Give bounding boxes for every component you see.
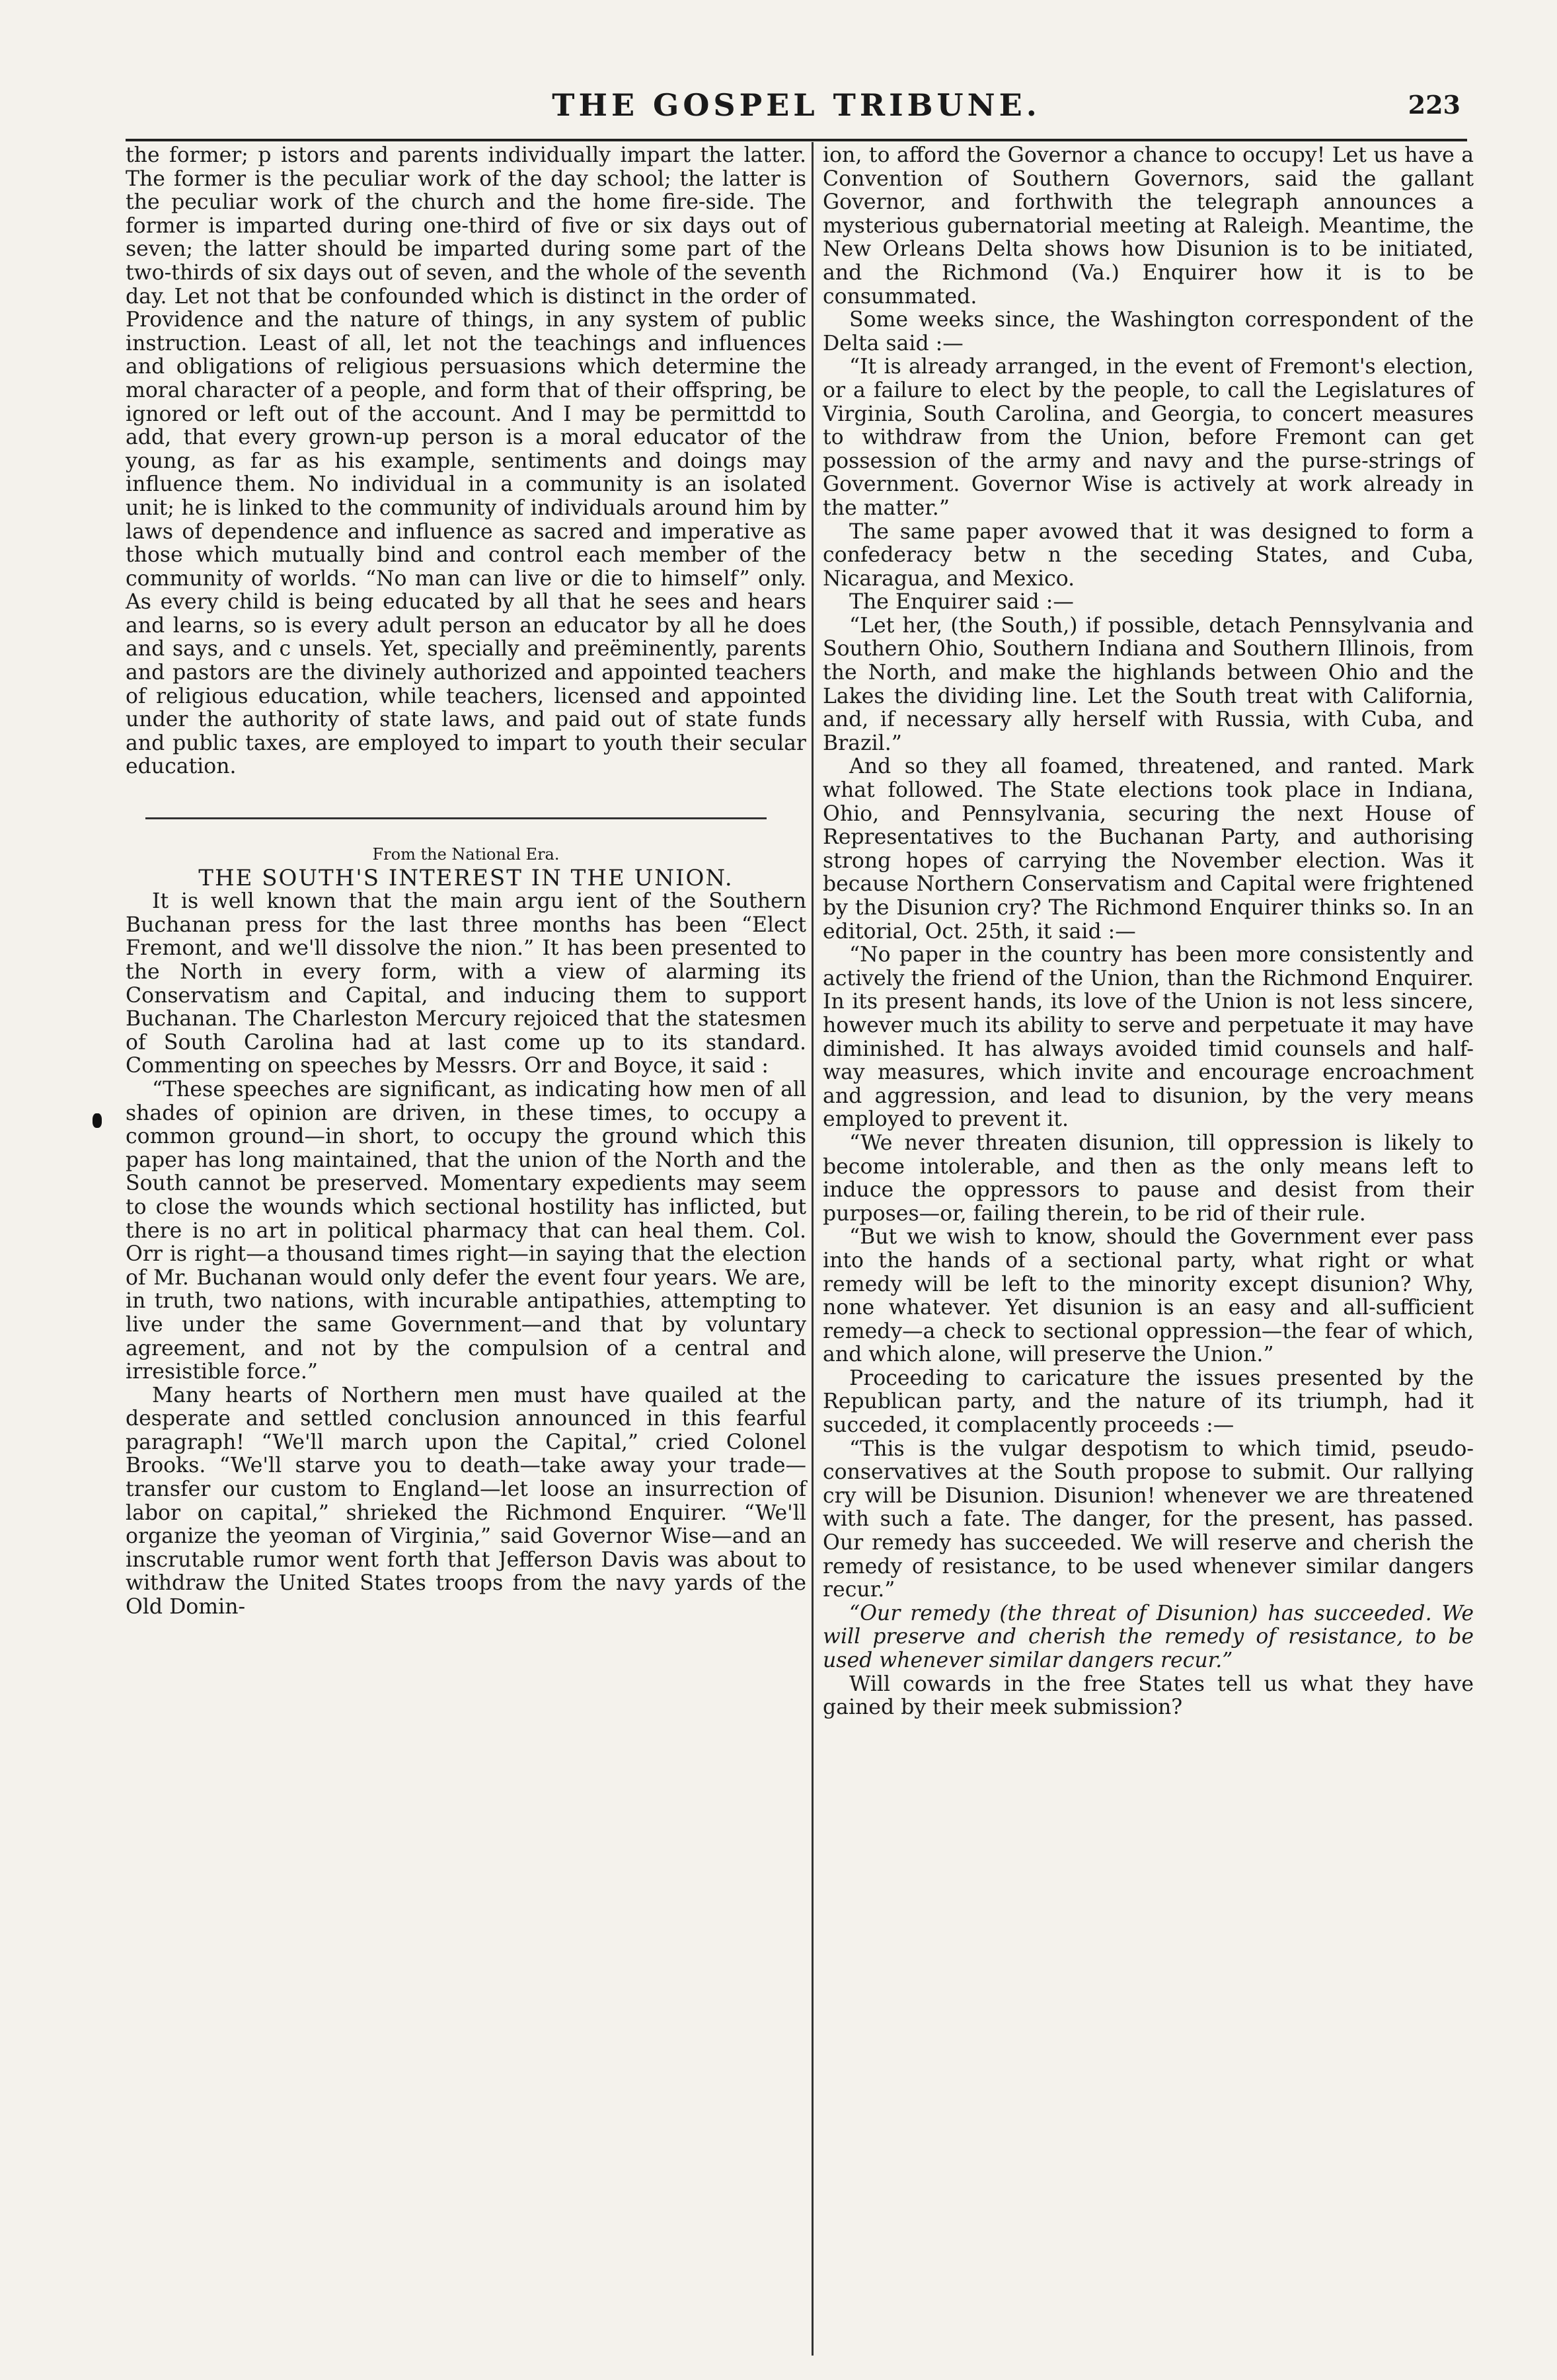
- article-quote: “No paper in the country has been more consistently and actively the friend of the Union, than the Richmond Enquirer. In its present hands, its love of the Union is not less sincere, however much its ability to serve and perpetuate it may have diminished. It has always avoided timid counsels and half-way measures, which invite and encourage encroachment and aggression, and lead to disunion, by the very means employed to prevent it.: [823, 943, 1474, 1132]
- education-paragraph: the former; p istors and parents individually impart the latter. The former is the peculiar work of the day school; the latter is the peculiar work of the church and the home fire-side. The former is imparted during one-third of five or six days out of seven; the latter should be imparted during some part of the two-thirds of six days out of seven, and the whole of the seventh day. Let not that be confounded which is distinct in the order of Providence and the nature of things, in any system of public instruction. Least of all, let not the teachings and influences and obligations of religious persuasions which determine the moral character of a people, and form that of their offspring, be ignored or left out of the account. And I may be permittdd to add, that every grown-up person is a moral educator of the young, as far as his example, sentiments and doings may influence them. No individual in a community is an isolated unit; he is linked to the community of individuals around him by laws of dependence and influence as sacred and imperative as those which mutually bind and control each member of the community of worlds. “No man can live or die to himself” only. As every child is being educated by all that he sees and hears and learns, so is every adult person an educator by all he does and says, and c unsels. Yet, specially and preëminently, parents and pastors are the divinely authorized and appointed teachers of religious education, while teachers, licensed and appointed under the authority of state laws, and paid out of state funds and public taxes, are employed to impart to youth their secular education.: [126, 143, 806, 779]
- article-quote: “These speeches are significant, as indicating how men of all shades of opinion are driven, in these times, to occupy a common ground—in short, to occupy the ground which this paper has long maintained, that the union of the North and the South cannot be preserved. Momentary expedients may seem to close the wounds which sectional hostility has inflicted, but there is no art in political pharmacy that can heal them. Col. Orr is right—a thousand times right—in saying that the election of Mr. Buchanan would only defer the event four years. We are, in truth, two nations, with incurable antipathies, attempting to live under the same Government—and that by voluntary agreement, and not by the compulsion of a central and irresistible force.”: [126, 1077, 806, 1384]
- article-paragraph: Many hearts of Northern men must have quailed at the desperate and settled conclusion announced in this fearful paragraph! “We'll march upon the Capital,” cried Colonel Brooks. “We'll starve you to death—take away your trade—transfer our custom to England—let loose an insurrection of labor on capital,” shrieked the Richmond Enquirer. “We'll organize the yeoman of Virginia,” said Governor Wise—and an inscrutable rumor went forth that Jefferson Davis was about to withdraw the United States troops from the navy yards of the Old Domin-: [126, 1383, 806, 1619]
- page-number: 223: [1408, 90, 1461, 120]
- article-quote: “We never threaten disunion, till oppression is likely to become intolerable, and then as the only means left to induce the oppressors to pause and desist from their purposes—or, failing therein, to be rid of their rule.: [823, 1131, 1474, 1226]
- article-paragraph: ion, to afford the Governor a chance to occupy! Let us have a Convention of Southern Governors, said the gallant Governor, and forthwith the telegraph announces a mysterious gubernatorial meeting at Raleigh. Meantime, the New Orleans Delta shows how Disunion is to be initiated, and the Richmond (Va.) Enquirer how it is to be consummated.: [823, 143, 1474, 309]
- publication-title: THE GOSPEL TRIBUNE.: [552, 87, 1041, 123]
- article-quote: “This is the vulgar despotism to which timid, pseudo-conservatives at the South propose to submit. Our rallying cry will be Disunion. Disunion! whenever we are threatened with such a fate. The danger, for the present, has passed. Our remedy has succeeded. We will reserve and cherish the remedy of resistance, to be used whenever similar dangers recur.”: [823, 1436, 1474, 1602]
- closing-paragraph: Will cowards in the free States tell us what they have gained by their meek submission?: [823, 1672, 1474, 1720]
- article-quote: “But we wish to know, should the Government ever pass into the hands of a sectional party, what right or what remedy will be left to the minority except disunion? Why, none whatever. Yet disunion is an easy and all-sufficient remedy—a check to sectional oppression—the fear of which, and which alone, will preserve the Union.”: [823, 1225, 1474, 1367]
- article-paragraph: Proceeding to caricature the issues presented by the Republican party, and the nature of its triumph, had it succeded, it complacently proceeds :—: [823, 1366, 1474, 1438]
- left-column: [126, 144, 806, 1619]
- article-paragraph: Some weeks since, the Washington correspondent of the Delta said :—: [823, 308, 1474, 355]
- article-paragraph: The Enquirer said :—: [849, 590, 1074, 614]
- page-header: [126, 79, 1467, 141]
- column-divider: [812, 142, 814, 2356]
- article-source: From the National Era.: [372, 845, 560, 864]
- article-quote: “Let her, (the South,) if possible, detach Pennsylvania and Southern Ohio, Southern Indiana and Southern Illinois, from the North, and make the highlands between Ohio and the Lakes the dividing line. Let the South treat with California, and, if necessary ally herself with Russia, with Cuba, and Brazil.”: [823, 613, 1474, 755]
- article-quote: “It is already arranged, in the event of Fremont's election, or a failure to elect by the people, to call the Legislatures of Virginia, South Carolina, and Georgia, to concert measures to withdraw from the Union, before Fremont can get possession of the army and navy and the purse-strings of Government. Governor Wise is actively at work already in the matter.”: [823, 355, 1474, 520]
- section-rule: [145, 817, 767, 819]
- article-paragraph: And so they all foamed, threatened, and ranted. Mark what followed. The State elections took place in Indiana, Ohio, and Pennsylvania, securing the next House of Representatives to the Buchanan Party, and authorising strong hopes of carrying the November election. Was it because Northern Conservatism and Capital were frightened by the Disunion cry? The Richmond Enquirer thinks so. In an editorial, Oct. 25th, it said :—: [823, 755, 1474, 944]
- article-paragraph: It is well known that the main argu ient of the Southern Buchanan press for the last three months has been “Elect Fremont, and we'll dissolve the nion.” It has been presented to the North in every form, with a view of alarming its Conservatism and Capital, and inducing them to support Buchanan. The Charleston Mercury rejoiced that the statesmen of South Carolina had at last come up to its standard. Commenting on speeches by Messrs. Orr and Boyce, it said :: [126, 889, 806, 1078]
- right-column: [823, 144, 1474, 1720]
- article-quote-italic: “Our remedy (the threat of Disunion) has succeeded. We will preserve and cherish the remedy of resistance, to be used whenever similar dangers recur.”: [823, 1601, 1474, 1672]
- article-title: THE SOUTH'S INTEREST IN THE UNION.: [198, 864, 734, 891]
- margin-mark: [93, 1113, 102, 1128]
- article-paragraph: The same paper avowed that it was designed to form a confederacy betw n the seceding States, and Cuba, Nicaragua, and Mexico.: [823, 519, 1474, 591]
